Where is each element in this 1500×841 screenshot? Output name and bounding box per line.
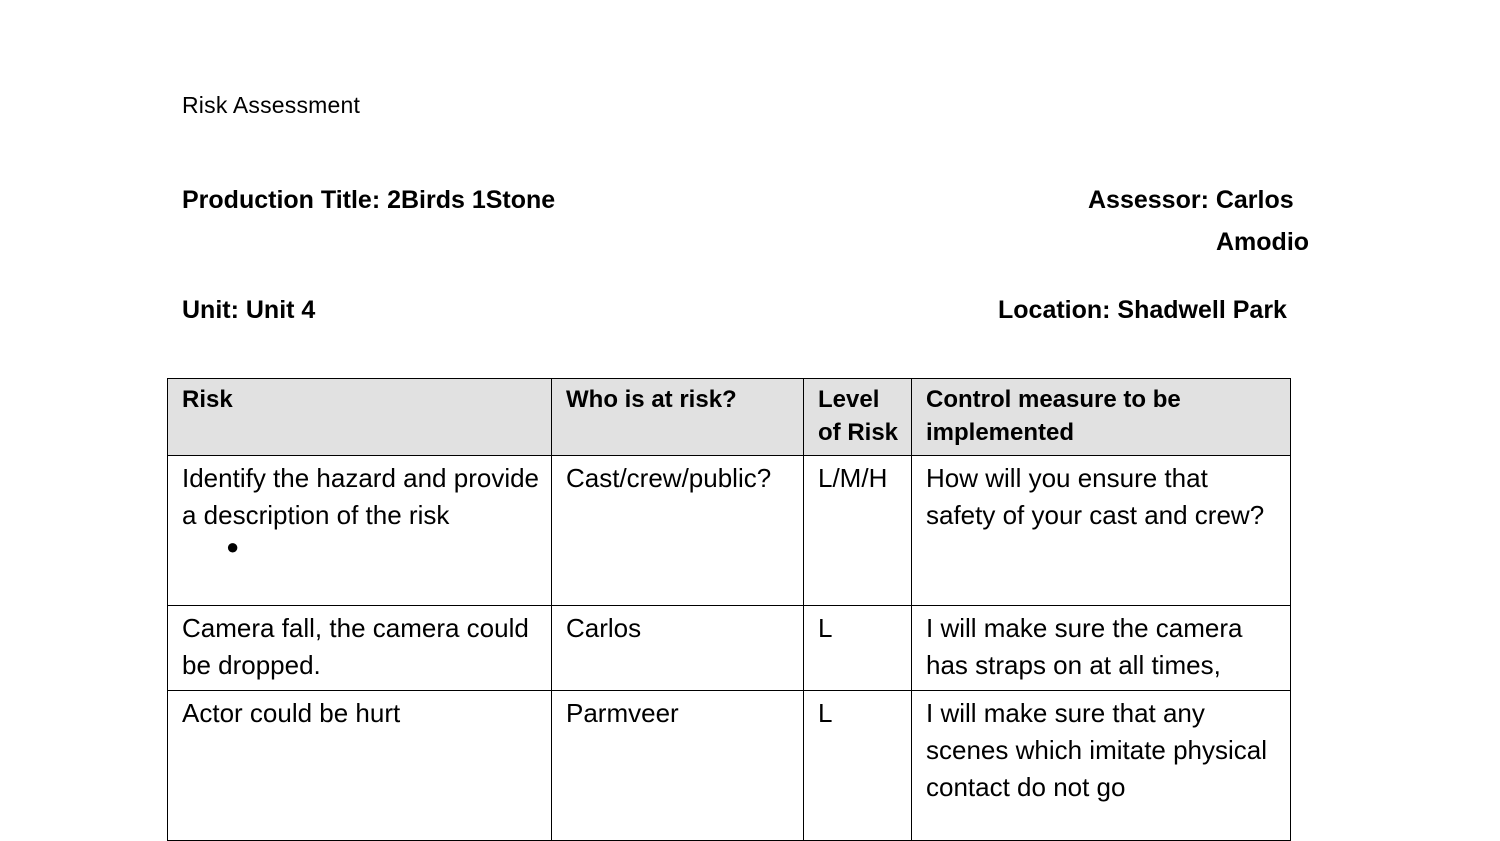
header-who-at-risk: Who is at risk? [552,379,804,456]
cell-who: Carlos [552,606,804,691]
bullet-point: ● [226,534,240,559]
cell-control: I will make sure that any scenes which imitate physical contact do not go [912,691,1291,841]
unit-label: Unit: Unit 4 [182,296,316,324]
cell-risk-text: Identify the hazard and provide a description of the risk [182,463,540,530]
cell-who: Cast/crew/public? [552,456,804,606]
table-row [168,456,1291,606]
cell-risk: Actor could be hurt [168,691,552,841]
cell-control: I will make sure the camera has straps on at all times, [912,606,1291,691]
cell-who: Parmveer [552,691,804,841]
cell-level: L [804,691,912,841]
production-title: Production Title: 2Birds 1Stone [182,186,556,214]
header-control-measure: Control measure to be implemented [912,379,1291,456]
cell-level: L [804,606,912,691]
cell-level: L/M/H [804,456,912,606]
assessor-line-1: Assessor: Carlos [1088,186,1294,214]
cell-risk [168,456,552,606]
location-label: Location: Shadwell Park [998,296,1287,324]
assessor-line-2: Amodio [1216,228,1310,256]
header-level-of-risk: Level of Risk [804,379,912,456]
risk-assessment-table [167,378,1291,841]
cell-control: How will you ensure that safety of your cast and crew? [912,456,1291,606]
table-row [168,606,1291,691]
header-risk: Risk [168,379,552,456]
cell-risk: Camera fall, the camera could be dropped. [168,606,552,691]
table-header-row [168,379,1291,456]
table-row [168,691,1291,841]
document-title: Risk Assessment [182,92,361,118]
